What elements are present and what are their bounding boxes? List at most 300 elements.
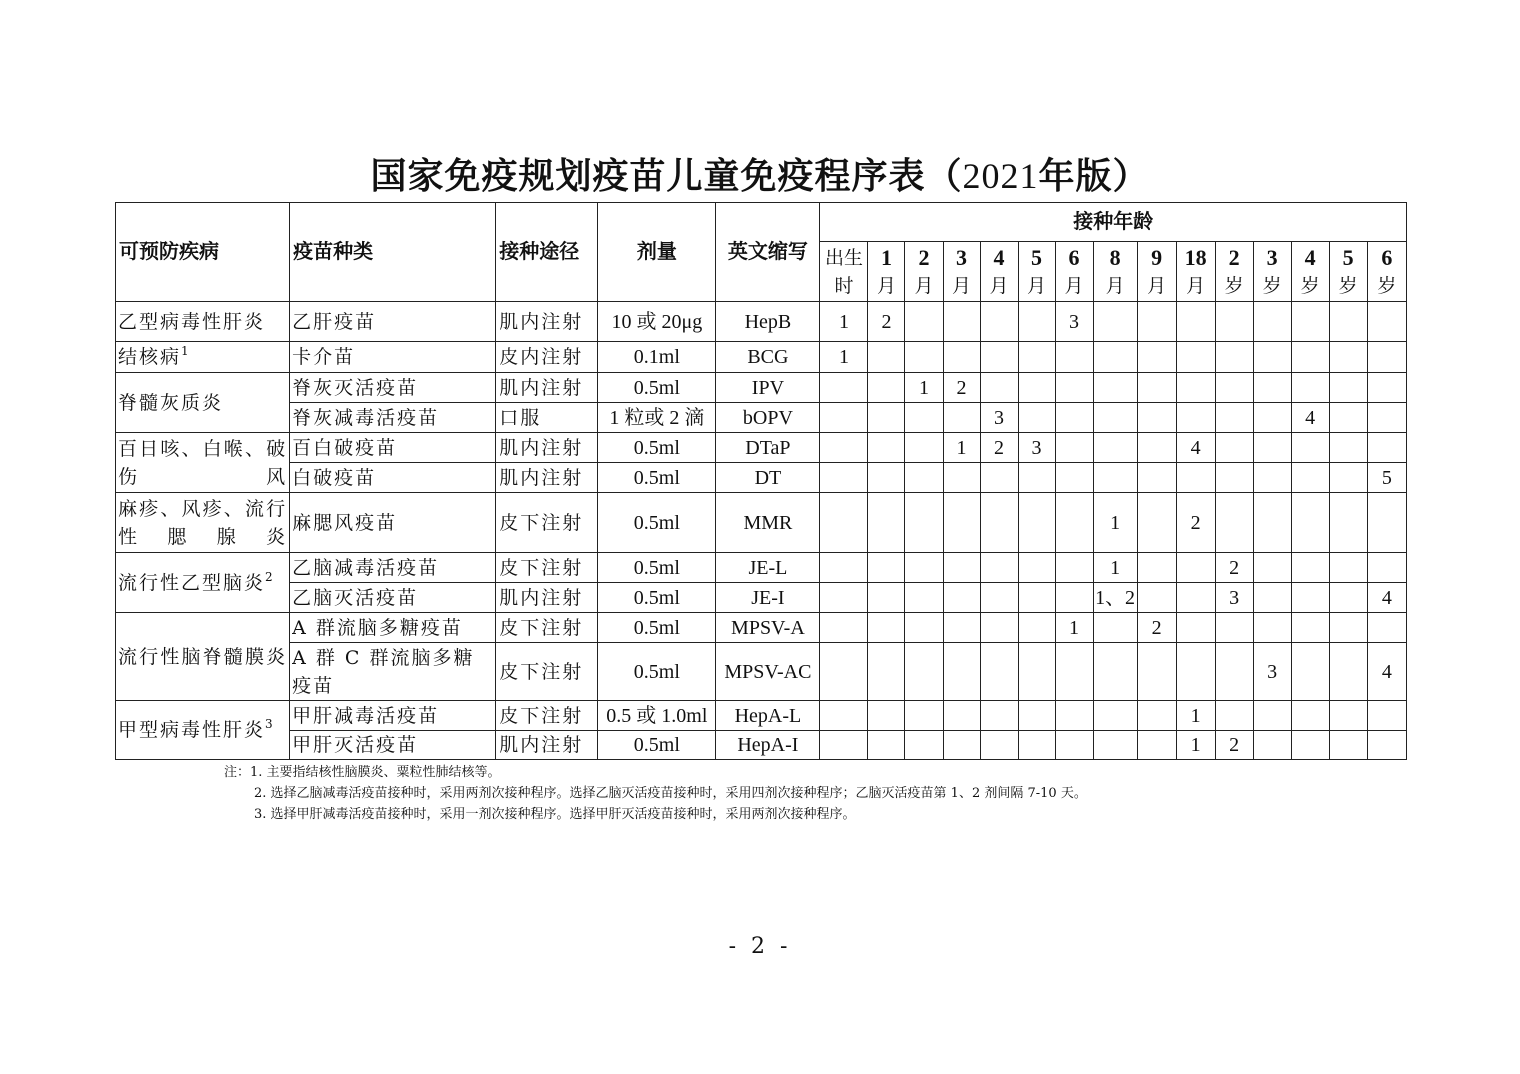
- disease-cell: [116, 493, 290, 553]
- footnotes: [224, 762, 1424, 825]
- header-age-col: [1176, 242, 1215, 302]
- dose-number-cell: 1: [1093, 493, 1137, 553]
- dose-cell: 0.5ml: [598, 553, 716, 583]
- dose-cell: 0.5ml: [598, 373, 716, 403]
- dose-number-cell: 1: [820, 342, 868, 373]
- vaccine-cell: 白破疫苗: [290, 463, 496, 493]
- header-route: 接种途径: [496, 203, 598, 302]
- dose-number-cell: [905, 403, 943, 433]
- age-col-label: 4: [1304, 245, 1316, 270]
- dose-number-cell: [1093, 701, 1137, 731]
- age-col-label: 5: [1031, 245, 1043, 270]
- dose-number-cell: [1137, 553, 1176, 583]
- dose-number-cell: [980, 463, 1018, 493]
- table-row: [116, 463, 1407, 493]
- footnote-1: 注：1. 主要指结核性脑膜炎、粟粒性肺结核等。: [224, 765, 501, 780]
- vaccine-cell: A 群 C 群流脑多糖疫苗: [290, 643, 496, 701]
- age-col-unit: 月: [914, 275, 934, 297]
- dose-number-cell: [905, 342, 943, 373]
- header-age-col: [1018, 242, 1055, 302]
- route-cell: 肌内注射: [496, 583, 598, 613]
- dose-number-cell: [943, 302, 980, 342]
- age-col-unit: 月: [876, 275, 896, 297]
- dose-number-cell: 3: [1215, 583, 1253, 613]
- dose-number-cell: [905, 463, 943, 493]
- header-age-col: [1137, 242, 1176, 302]
- dose-number-cell: 1、2: [1093, 583, 1137, 613]
- dose-number-cell: [1055, 701, 1093, 731]
- dose-number-cell: [1329, 373, 1367, 403]
- abbr-cell: MPSV-AC: [716, 643, 820, 701]
- dose-cell: 0.5 或 1.0ml: [598, 701, 716, 731]
- dose-number-cell: [1291, 463, 1329, 493]
- dose-number-cell: [1093, 302, 1137, 342]
- dose-number-cell: [1176, 403, 1215, 433]
- dose-number-cell: [1137, 643, 1176, 701]
- disease-name: 乙型病毒性肝炎: [118, 310, 266, 333]
- dose-number-cell: [1253, 302, 1291, 342]
- dose-number-cell: [980, 613, 1018, 643]
- table-row: [116, 553, 1407, 583]
- dose-number-cell: [980, 342, 1018, 373]
- dose-cell: 0.5ml: [598, 613, 716, 643]
- dose-number-cell: [1291, 553, 1329, 583]
- dose-number-cell: 2: [868, 302, 905, 342]
- route-cell: 肌内注射: [496, 302, 598, 342]
- dose-number-cell: 2: [1215, 553, 1253, 583]
- abbr-cell: HepB: [716, 302, 820, 342]
- dose-number-cell: [1329, 493, 1367, 553]
- dose-number-cell: [820, 403, 868, 433]
- dose-number-cell: 5: [1367, 463, 1406, 493]
- dose-number-cell: [1291, 731, 1329, 760]
- dose-number-cell: [1329, 302, 1367, 342]
- dose-number-cell: [1055, 553, 1093, 583]
- vaccine-cell: 卡介苗: [290, 342, 496, 373]
- dose-number-cell: [943, 342, 980, 373]
- dose-number-cell: [1093, 373, 1137, 403]
- dose-number-cell: 2: [1176, 493, 1215, 553]
- table-row: [116, 583, 1407, 613]
- title-main: 国家免疫规划疫苗儿童免疫程序表（: [370, 155, 963, 197]
- header-vaccine: 疫苗种类: [290, 203, 496, 302]
- table-row: [116, 403, 1407, 433]
- dose-number-cell: [1018, 701, 1055, 731]
- dose-number-cell: [868, 643, 905, 701]
- title-suffix: 年版）: [1038, 155, 1150, 197]
- dose-number-cell: [868, 553, 905, 583]
- route-cell: 肌内注射: [496, 433, 598, 463]
- abbr-cell: DTaP: [716, 433, 820, 463]
- age-col-label: 9: [1151, 245, 1163, 270]
- age-col-unit: 月: [1147, 275, 1167, 297]
- dose-number-cell: [1329, 342, 1367, 373]
- dose-number-cell: [1215, 342, 1253, 373]
- dose-number-cell: [820, 553, 868, 583]
- vaccine-cell: 百白破疫苗: [290, 433, 496, 463]
- dose-number-cell: [868, 403, 905, 433]
- page-number: - 2 -: [728, 934, 792, 959]
- dose-number-cell: [1367, 493, 1406, 553]
- header-dose: 剂量: [598, 203, 716, 302]
- dose-number-cell: [905, 643, 943, 701]
- disease-name: 脊髓灰质炎: [118, 391, 224, 414]
- disease-name: 流行性乙型脑炎: [118, 571, 266, 594]
- dose-cell: 0.5ml: [598, 731, 716, 760]
- dose-number-cell: [980, 553, 1018, 583]
- dose-number-cell: [1291, 701, 1329, 731]
- header-age-col: [905, 242, 943, 302]
- dose-number-cell: [1137, 373, 1176, 403]
- dose-number-cell: [1329, 643, 1367, 701]
- dose-number-cell: [980, 493, 1018, 553]
- dose-number-cell: 4: [1367, 643, 1406, 701]
- dose-number-cell: [868, 433, 905, 463]
- vaccine-cell: 甲肝灭活疫苗: [290, 731, 496, 760]
- table-row: [116, 342, 1407, 373]
- dose-number-cell: [1055, 493, 1093, 553]
- dose-number-cell: [868, 731, 905, 760]
- dose-number-cell: [943, 731, 980, 760]
- disease-name: 甲型病毒性肝炎: [118, 719, 266, 741]
- table-row: [116, 493, 1407, 553]
- dose-number-cell: [868, 463, 905, 493]
- dose-number-cell: 1: [943, 433, 980, 463]
- dose-number-cell: [1291, 493, 1329, 553]
- route-cell: 皮内注射: [496, 342, 598, 373]
- abbr-cell: DT: [716, 463, 820, 493]
- age-col-unit: 岁: [1377, 275, 1397, 297]
- disease-cell: [116, 701, 290, 760]
- dose-number-cell: [868, 613, 905, 643]
- dose-number-cell: [1215, 302, 1253, 342]
- dose-number-cell: [905, 701, 943, 731]
- immunization-schedule-table: [115, 202, 1407, 760]
- dose-number-cell: [1137, 342, 1176, 373]
- dose-number-cell: [1215, 463, 1253, 493]
- dose-number-cell: [943, 643, 980, 701]
- dose-number-cell: [1055, 463, 1093, 493]
- dose-number-cell: [1093, 731, 1137, 760]
- age-col-label: 5: [1342, 245, 1354, 270]
- abbr-cell: BCG: [716, 342, 820, 373]
- dose-number-cell: 1: [1055, 613, 1093, 643]
- route-cell: 皮下注射: [496, 613, 598, 643]
- vaccine-cell: 甲肝减毒活疫苗: [290, 701, 496, 731]
- dose-number-cell: [868, 583, 905, 613]
- route-cell: 肌内注射: [496, 463, 598, 493]
- dose-number-cell: [1291, 302, 1329, 342]
- footnote-ref: 1: [181, 344, 191, 358]
- table-row: [116, 613, 1407, 643]
- dose-number-cell: [820, 463, 868, 493]
- disease-name: 麻疹、风疹、流行性腮腺炎: [118, 497, 288, 548]
- dose-number-cell: [1329, 463, 1367, 493]
- dose-number-cell: [943, 701, 980, 731]
- dose-number-cell: [943, 613, 980, 643]
- dose-number-cell: [1215, 643, 1253, 701]
- age-col-label: 8: [1109, 245, 1121, 270]
- vaccine-cell: 脊灰灭活疫苗: [290, 373, 496, 403]
- dose-number-cell: [943, 553, 980, 583]
- age-col-label: 2: [1228, 245, 1240, 270]
- dose-number-cell: [905, 553, 943, 583]
- dose-number-cell: 4: [1367, 583, 1406, 613]
- table-row: [116, 302, 1407, 342]
- dose-number-cell: [1055, 403, 1093, 433]
- document-title: [0, 148, 1520, 204]
- dose-number-cell: [1329, 731, 1367, 760]
- dose-number-cell: 3: [980, 403, 1018, 433]
- dose-number-cell: [1018, 553, 1055, 583]
- header-age-col: [868, 242, 905, 302]
- dose-number-cell: [905, 731, 943, 760]
- header-abbr: 英文缩写: [716, 203, 820, 302]
- dose-number-cell: [1291, 373, 1329, 403]
- dose-number-cell: 1: [1176, 731, 1215, 760]
- dose-number-cell: [1291, 583, 1329, 613]
- dose-number-cell: [1215, 613, 1253, 643]
- route-cell: 皮下注射: [496, 701, 598, 731]
- dose-number-cell: [820, 613, 868, 643]
- abbr-cell: HepA-L: [716, 701, 820, 731]
- dose-number-cell: [1215, 701, 1253, 731]
- dose-number-cell: 4: [1291, 403, 1329, 433]
- dose-number-cell: [1018, 583, 1055, 613]
- dose-number-cell: [1329, 613, 1367, 643]
- footnote-2: 2. 选择乙脑减毒活疫苗接种时，采用两剂次接种程序。选择乙脑灭活疫苗接种时，采用四剂次接种程序；乙脑灭活疫苗第 1、2 剂间隔 7-10 天。: [254, 786, 1087, 801]
- dose-cell: 0.5ml: [598, 583, 716, 613]
- disease-cell: [116, 613, 290, 701]
- dose-number-cell: [943, 493, 980, 553]
- dose-number-cell: [1253, 553, 1291, 583]
- dose-number-cell: [1291, 342, 1329, 373]
- dose-number-cell: [820, 433, 868, 463]
- dose-number-cell: [868, 373, 905, 403]
- header-age-col: [1329, 242, 1367, 302]
- dose-number-cell: [1018, 643, 1055, 701]
- age-col-unit: 岁: [1338, 275, 1358, 297]
- route-cell: 皮下注射: [496, 643, 598, 701]
- dose-number-cell: [1176, 342, 1215, 373]
- dose-number-cell: [1055, 583, 1093, 613]
- age-col-unit: 月: [1064, 275, 1084, 297]
- dose-number-cell: [1018, 463, 1055, 493]
- age-col-unit: 岁: [1262, 275, 1282, 297]
- dose-number-cell: [1253, 701, 1291, 731]
- dose-number-cell: [1018, 403, 1055, 433]
- dose-number-cell: [1176, 553, 1215, 583]
- dose-number-cell: [1253, 342, 1291, 373]
- dose-number-cell: [1176, 643, 1215, 701]
- header-age-col: [1367, 242, 1406, 302]
- dose-number-cell: 4: [1176, 433, 1215, 463]
- dose-number-cell: 1: [1176, 701, 1215, 731]
- vaccine-cell: 乙肝疫苗: [290, 302, 496, 342]
- disease-cell: [116, 342, 290, 373]
- age-col-unit: 月: [952, 275, 972, 297]
- age-col-label: 出生: [824, 247, 863, 269]
- dose-number-cell: [820, 583, 868, 613]
- dose-number-cell: [868, 493, 905, 553]
- route-cell: 肌内注射: [496, 373, 598, 403]
- dose-number-cell: [1329, 553, 1367, 583]
- dose-number-cell: [1018, 342, 1055, 373]
- table-row: [116, 731, 1407, 760]
- dose-number-cell: 1: [1093, 553, 1137, 583]
- abbr-cell: MPSV-A: [716, 613, 820, 643]
- age-col-label: 2: [918, 245, 930, 270]
- age-col-unit: 月: [1186, 275, 1206, 297]
- dose-number-cell: [1093, 433, 1137, 463]
- notes-prefix: 注：: [224, 765, 251, 780]
- dose-number-cell: [1253, 373, 1291, 403]
- header-age-col: [820, 242, 868, 302]
- age-col-label: 4: [993, 245, 1005, 270]
- dose-number-cell: [1137, 302, 1176, 342]
- dose-number-cell: [905, 583, 943, 613]
- dose-number-cell: [1176, 302, 1215, 342]
- table-row: [116, 701, 1407, 731]
- vaccine-cell: 麻腮风疫苗: [290, 493, 496, 553]
- dose-number-cell: [1253, 433, 1291, 463]
- dose-number-cell: [1137, 433, 1176, 463]
- age-col-label: 6: [1381, 245, 1393, 270]
- dose-number-cell: [1253, 493, 1291, 553]
- age-col-unit: 月: [989, 275, 1009, 297]
- abbr-cell: JE-I: [716, 583, 820, 613]
- age-col-label: 18: [1184, 245, 1207, 270]
- dose-number-cell: [1093, 403, 1137, 433]
- route-cell: 皮下注射: [496, 493, 598, 553]
- dose-number-cell: [820, 493, 868, 553]
- dose-number-cell: [1367, 553, 1406, 583]
- dose-number-cell: [868, 342, 905, 373]
- dose-number-cell: [1176, 463, 1215, 493]
- dose-cell: 0.5ml: [598, 643, 716, 701]
- dose-number-cell: [1137, 701, 1176, 731]
- dose-number-cell: 3: [1018, 433, 1055, 463]
- header-age-col: [1253, 242, 1291, 302]
- disease-cell: [116, 302, 290, 342]
- dose-number-cell: 2: [943, 373, 980, 403]
- dose-number-cell: [1253, 403, 1291, 433]
- dose-number-cell: [1253, 731, 1291, 760]
- dose-number-cell: [905, 613, 943, 643]
- dose-number-cell: 1: [820, 302, 868, 342]
- age-col-label: 3: [956, 245, 967, 270]
- dose-number-cell: [980, 302, 1018, 342]
- dose-number-cell: [1367, 701, 1406, 731]
- table-row: [116, 373, 1407, 403]
- dose-number-cell: [1291, 433, 1329, 463]
- vaccine-cell: 乙脑灭活疫苗: [290, 583, 496, 613]
- header-age-group: 接种年龄: [820, 203, 1407, 242]
- route-cell: 皮下注射: [496, 553, 598, 583]
- dose-number-cell: [1215, 373, 1253, 403]
- dose-number-cell: [1291, 643, 1329, 701]
- disease-cell: [116, 433, 290, 493]
- age-col-unit: 月: [1027, 275, 1047, 297]
- abbr-cell: JE-L: [716, 553, 820, 583]
- age-col-unit: 岁: [1300, 275, 1320, 297]
- dose-cell: 0.5ml: [598, 493, 716, 553]
- header-age-col: [980, 242, 1018, 302]
- dose-number-cell: [1253, 583, 1291, 613]
- header-age-col: [1093, 242, 1137, 302]
- dose-number-cell: [1018, 613, 1055, 643]
- dose-number-cell: [1253, 463, 1291, 493]
- dose-number-cell: [1137, 493, 1176, 553]
- dose-number-cell: 2: [1215, 731, 1253, 760]
- title-year: 2021: [962, 156, 1039, 196]
- abbr-cell: IPV: [716, 373, 820, 403]
- dose-number-cell: [1367, 731, 1406, 760]
- dose-number-cell: [1329, 403, 1367, 433]
- age-col-label: 6: [1068, 245, 1080, 270]
- disease-cell: [116, 373, 290, 433]
- dose-number-cell: [1176, 613, 1215, 643]
- dose-cell: 0.5ml: [598, 433, 716, 463]
- dose-number-cell: [1137, 463, 1176, 493]
- dose-number-cell: [905, 302, 943, 342]
- header-age-col: [1215, 242, 1253, 302]
- abbr-cell: bOPV: [716, 403, 820, 433]
- dose-number-cell: [905, 433, 943, 463]
- disease-name: 百日咳、白喉、破伤风: [118, 437, 288, 488]
- age-col-unit: 月: [1105, 275, 1125, 297]
- dose-number-cell: [1093, 463, 1137, 493]
- header-age-col: [1291, 242, 1329, 302]
- dose-number-cell: [1176, 373, 1215, 403]
- footnote-ref: 3: [265, 717, 275, 731]
- dose-number-cell: 1: [905, 373, 943, 403]
- dose-number-cell: [1215, 433, 1253, 463]
- dose-number-cell: [1137, 403, 1176, 433]
- dose-number-cell: [1367, 342, 1406, 373]
- dose-number-cell: [980, 373, 1018, 403]
- dose-number-cell: [1253, 613, 1291, 643]
- dose-number-cell: [1018, 373, 1055, 403]
- dose-number-cell: 3: [1253, 643, 1291, 701]
- route-cell: 肌内注射: [496, 731, 598, 760]
- dose-cell: 0.1ml: [598, 342, 716, 373]
- dose-number-cell: 2: [1137, 613, 1176, 643]
- dose-number-cell: [905, 493, 943, 553]
- dose-number-cell: [820, 701, 868, 731]
- disease-name: 流行性脑脊髓膜炎: [118, 645, 288, 668]
- dose-number-cell: [1137, 731, 1176, 760]
- dose-number-cell: [980, 731, 1018, 760]
- vaccine-cell: 脊灰减毒活疫苗: [290, 403, 496, 433]
- age-col-label: 1: [880, 245, 892, 270]
- dose-cell: 0.5ml: [598, 463, 716, 493]
- dose-number-cell: [820, 373, 868, 403]
- dose-number-cell: [1291, 613, 1329, 643]
- dose-number-cell: [1215, 493, 1253, 553]
- dose-number-cell: [1093, 643, 1137, 701]
- abbr-cell: MMR: [716, 493, 820, 553]
- dose-number-cell: [1018, 493, 1055, 553]
- dose-number-cell: [943, 403, 980, 433]
- vaccine-cell: A 群流脑多糖疫苗: [290, 613, 496, 643]
- dose-cell: 1 粒或 2 滴: [598, 403, 716, 433]
- header-age-col: [943, 242, 980, 302]
- dose-number-cell: [1055, 731, 1093, 760]
- route-cell: 口服: [496, 403, 598, 433]
- abbr-cell: HepA-I: [716, 731, 820, 760]
- header-disease: 可预防疾病: [116, 203, 290, 302]
